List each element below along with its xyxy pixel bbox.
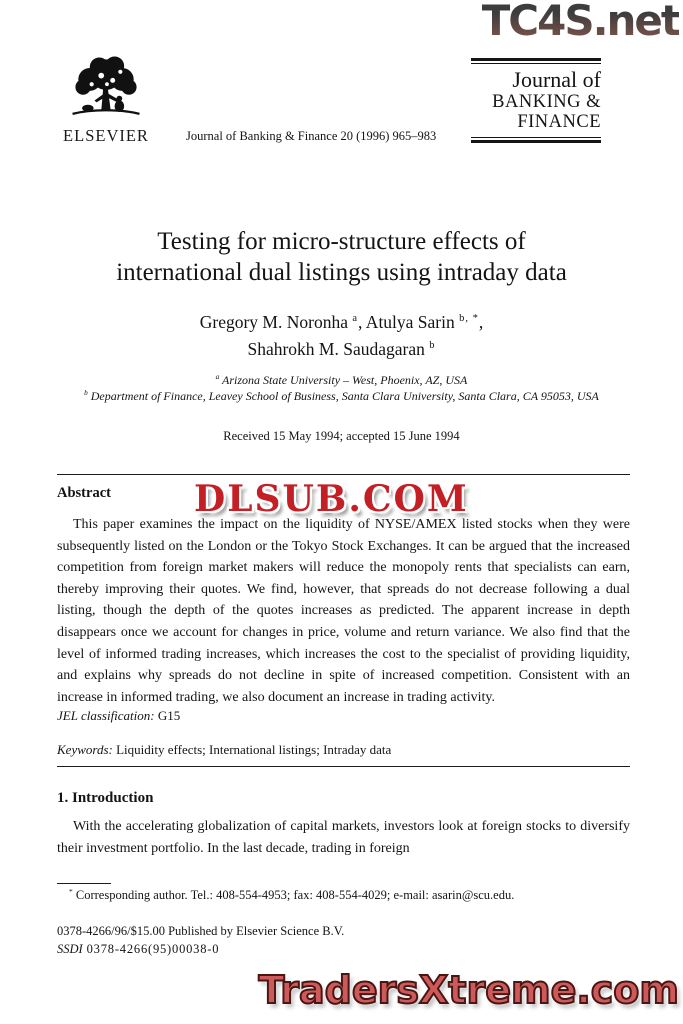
copyright-line: 0378-4266/96/$15.00 Published by Elsevier Science B.V.	[57, 924, 345, 938]
paper-title-line1: Testing for micro-structure effects of	[157, 228, 526, 255]
authors-line1: Gregory M. Noronha $^a$, Atulya Sarin $^{b, *}$,	[199, 312, 484, 332]
bottom-site-watermark: TradersXtreme.com	[258, 968, 679, 1012]
authors-line2: Shahrokh M. Saudagaran $^b$	[247, 339, 436, 359]
ssdi-value: 0378-4266(95)00038-0	[82, 942, 220, 956]
affiliation-a: $^a$ Arizona State University – West, Phoenix, AZ, USA	[215, 373, 468, 387]
footnote-rule	[57, 883, 111, 884]
masthead-rule-bottom-thick	[471, 140, 601, 143]
abstract-rule-bottom	[57, 766, 630, 767]
jel-value: G15	[154, 708, 181, 723]
corresponding-author-footnote: * Corresponding author. Tel.: 408-554-4953; fax: 408-554-4029; e-mail: asarin@scu.edu.	[69, 886, 515, 902]
authors	[0, 309, 683, 363]
keywords	[57, 742, 630, 758]
journal-citation: Journal of Banking & Finance 20 (1996) 965–983	[186, 129, 437, 143]
introduction-paragraph: With the accelerating globalization of capital markets, investors look at foreign stocks to diversify their investment portfolio. In the last decade, trading in foreign	[57, 819, 630, 856]
jel-classification	[57, 708, 630, 724]
masthead-rule-bottom-thin	[471, 137, 601, 138]
affiliations	[45, 372, 638, 404]
paper-title-line2: international dual listings using intraday data	[116, 259, 567, 286]
abstract-text: This paper examines the impact on the liquidity of NYSE/AMEX listed stocks when they were subsequently listed on the London or the Tokyo Stock Exchanges. It can be argued that the increased competition from foreign market makers will reduce the monopoly rents that specialists can earn, thereby improving their quotes. We find, however, that spreads do not decrease following a dual listing, though the depth of the quotes increases as predicted. The apparent increase in depth disappears once we account for changes in price, volume and return variance. We also find that the level of informed trading increases, which increases the cost to the specialist of providing liquidity, and explains why spreads do not decline in spite of increased competition. Consistent with an increase in informed trading, we also document an increase in trading activity.	[57, 517, 630, 705]
elsevier-logo	[60, 54, 152, 146]
ssdi-line	[57, 942, 219, 957]
journal-masthead	[471, 58, 601, 143]
abstract-heading: Abstract	[57, 485, 111, 501]
ssdi-label: SSDI	[57, 942, 83, 956]
masthead-rule-top-thin	[471, 63, 601, 64]
jel-label: JEL classification:	[57, 708, 155, 723]
abstract-rule-top	[57, 474, 630, 475]
received-dates: Received 15 May 1994; accepted 15 June 1994	[223, 429, 460, 443]
publisher-name: ELSEVIER	[63, 126, 149, 145]
top-site-watermark: TC4S.net	[482, 0, 679, 45]
affiliation-b: $^b$ Department of Finance, Leavey School of Business, Santa Clara University, Santa Clara, CA 95053, USA	[84, 389, 599, 403]
keywords-label: Keywords:	[57, 742, 113, 757]
masthead-line1: Journal of	[512, 67, 601, 92]
masthead-line3: FINANCE	[517, 112, 601, 132]
masthead-line2: BANKING &	[492, 92, 601, 112]
elsevier-tree-icon	[60, 54, 152, 124]
dlsub-watermark: DLSUB.COM	[194, 478, 469, 520]
section-heading-introduction: 1. Introduction	[57, 790, 154, 806]
keywords-value: Liquidity effects; International listings; Intraday data	[112, 742, 392, 757]
masthead-rule-top-thick	[471, 58, 601, 61]
paper-title	[0, 226, 683, 288]
